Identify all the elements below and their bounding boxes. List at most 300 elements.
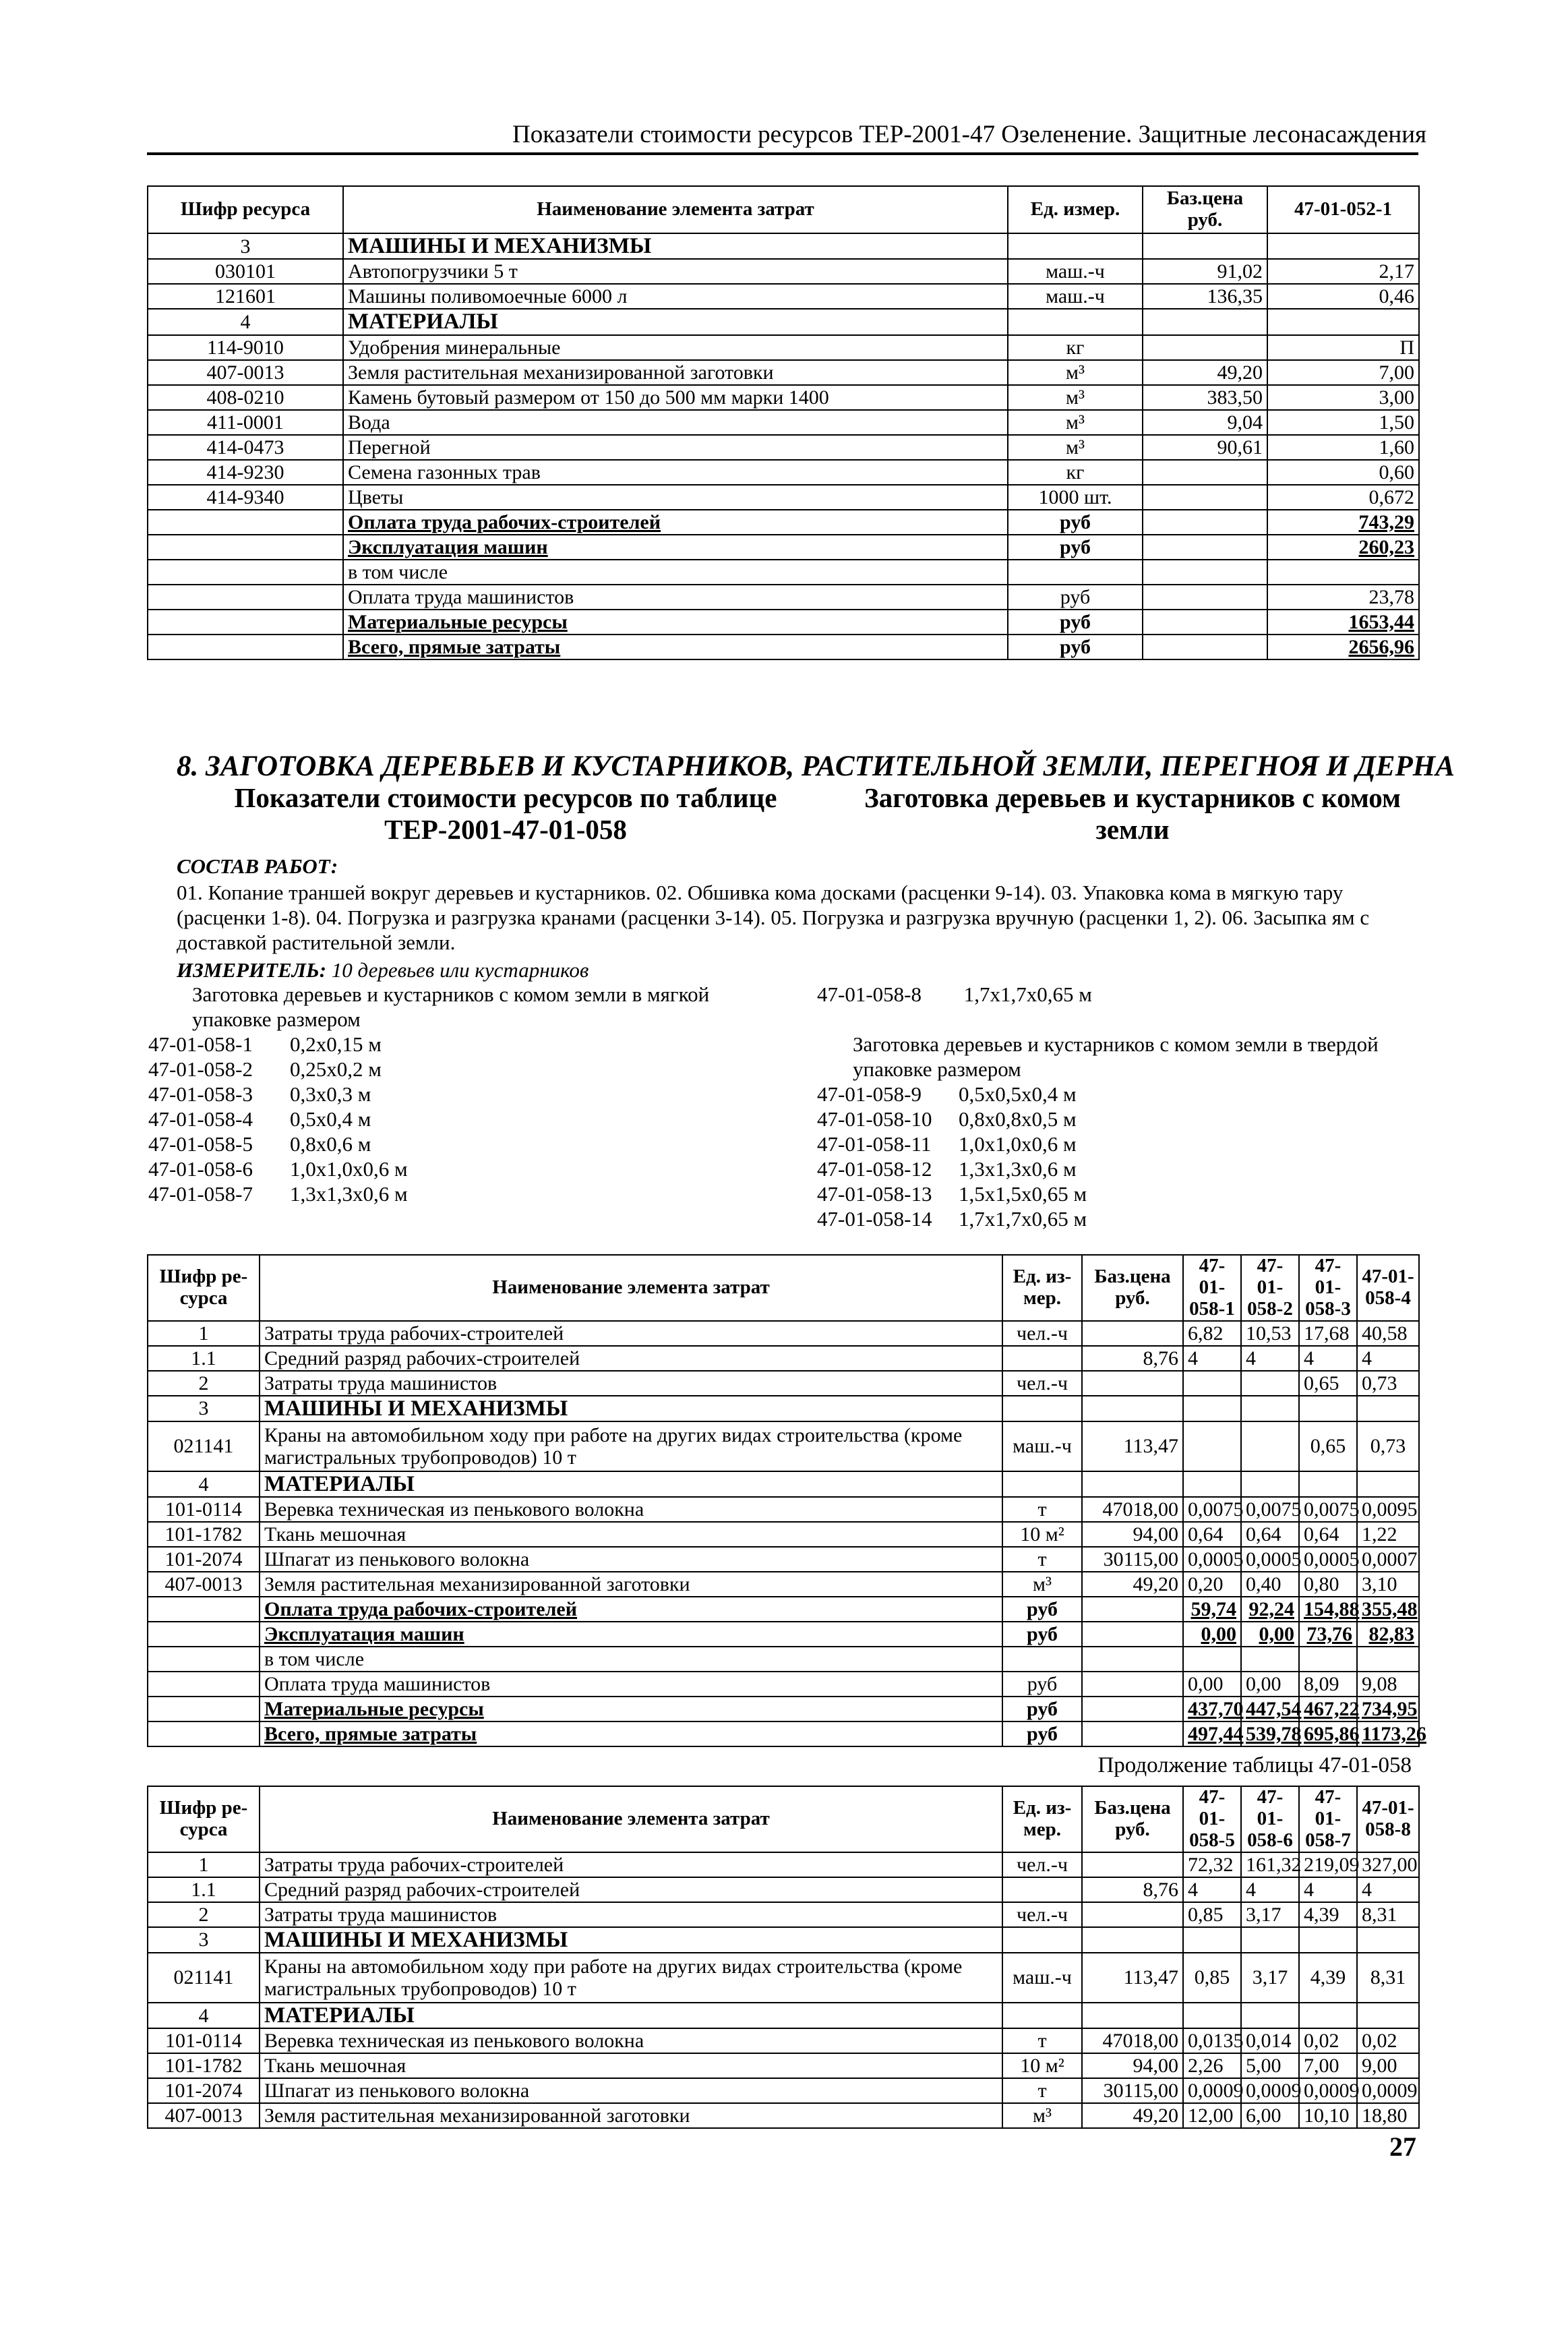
value-col-1: 0,0135 (1183, 2028, 1241, 2053)
value-col-3: 4 (1299, 1877, 1357, 1902)
resource-name: Оплата труда машинистов (343, 585, 1008, 610)
code-size: 1,3х1,3х0,6 м (290, 1182, 408, 1206)
resource-code: 4 (148, 2003, 260, 2028)
resource-code (148, 1647, 260, 1672)
value-col-2: 0,00 (1241, 1622, 1299, 1647)
code-row (148, 1057, 408, 1082)
unit: руб (1008, 535, 1143, 560)
t3-header-code: Шифр ре-сурса (148, 1786, 260, 1852)
value-col-1: 6,82 (1183, 1321, 1241, 1346)
resource-name: в том числе (343, 560, 1008, 585)
code-size: 1,3х1,3х0,6 м (959, 1157, 1077, 1181)
table-row (148, 2003, 1419, 2028)
resource-name: Оплата труда рабочих-строителей (343, 510, 1008, 535)
section-title: 8. ЗАГОТОВКА ДЕРЕВЬЕВ И КУСТАРНИКОВ, РАСТИТЕЛЬНОЙ ЗЕМЛИ, ПЕРЕГНОЯ И ДЕРНА (177, 750, 1455, 782)
resource-code (148, 560, 343, 585)
value-col-2: 161,32 (1241, 1852, 1299, 1877)
table-row (148, 233, 1419, 259)
base-price: 47018,00 (1082, 2028, 1183, 2053)
value-col-2: 92,24 (1241, 1597, 1299, 1622)
value: 743,29 (1267, 510, 1419, 535)
resource-name: Ткань мешочная (260, 2053, 1002, 2078)
unit: руб (1008, 585, 1143, 610)
resource-code: 101-2074 (148, 1547, 260, 1572)
value-col-4: 0,73 (1357, 1421, 1419, 1471)
t3-header-name: Наименование элемента затрат (260, 1786, 1002, 1852)
value-col-1: 0,0005 (1183, 1547, 1241, 1572)
unit: маш.-ч (1008, 259, 1143, 284)
unit: маш.-ч (1008, 284, 1143, 309)
value-col-2: 0,0009 (1241, 2078, 1299, 2103)
resource-code: 414-9230 (148, 460, 343, 485)
t3-header-col3: 47-01-058-7 (1299, 1786, 1357, 1852)
unit: м³ (1002, 1572, 1082, 1597)
resource-code (148, 1721, 260, 1746)
value-col-3: 0,02 (1299, 2028, 1357, 2053)
unit (1002, 1647, 1082, 1672)
code-row (148, 1107, 408, 1131)
resource-code: 3 (148, 1927, 260, 1953)
resource-name: Вода (343, 410, 1008, 435)
resource-code: 1 (148, 1852, 260, 1877)
resource-name: Машины поливомоечные 6000 л (343, 284, 1008, 309)
value-col-2: 447,54 (1241, 1697, 1299, 1721)
resource-name: Шпагат из пенькового волокна (260, 1547, 1002, 1572)
value-col-3: 0,0005 (1299, 1547, 1357, 1572)
base-price (1082, 1321, 1183, 1346)
value-col-2: 4 (1241, 1346, 1299, 1371)
code-size: 0,5х0,4 м (290, 1107, 371, 1131)
unit: руб (1002, 1697, 1082, 1721)
code-size: 0,8х0,6 м (290, 1132, 371, 1156)
code: 47-01-058-4 (148, 1107, 253, 1131)
right-code-list (817, 1082, 1087, 1231)
t1-header-unit: Ед. измер. (1008, 186, 1143, 233)
table-row (148, 635, 1419, 659)
table-row (148, 309, 1419, 334)
value (1267, 309, 1419, 334)
resource-name: МАШИНЫ И МЕХАНИЗМЫ (343, 233, 1008, 259)
table-row (148, 1371, 1419, 1396)
composition-text: 01. Копание траншей вокруг деревьев и кустарников. 02. Обшивка кома досками (расценки 9-14). 03. Упаковка кома в мягкую тару (расценки 1-8). 04. Погрузка и разгрузка кранами (расценки 3-14). 05. Погрузка и разгрузка вручную (расценки 1, 2). 06. Засыпка ям с доставкой растительной земли. (177, 881, 1370, 955)
t2-header-col3: 47-01-058-3 (1299, 1255, 1357, 1321)
resource-name: Затраты труда машинистов (260, 1371, 1002, 1396)
hard-pack-caption: Заготовка деревьев и кустарников с комом земли в твердой упаковке размером (853, 1032, 1379, 1082)
unit: маш.-ч (1002, 1421, 1082, 1471)
unit: т (1002, 1547, 1082, 1572)
unit: чел.-ч (1002, 1902, 1082, 1927)
value: 23,78 (1267, 585, 1419, 610)
unit: чел.-ч (1002, 1852, 1082, 1877)
resource-name: Удобрения минеральные (343, 335, 1008, 360)
table-row (148, 1597, 1419, 1622)
base-price: 136,35 (1143, 284, 1267, 309)
value-col-3: 4 (1299, 1346, 1357, 1371)
resource-name: Перегной (343, 435, 1008, 460)
table-row (148, 2028, 1419, 2053)
code: 47-01-058-10 (817, 1107, 932, 1131)
table-row (148, 1497, 1419, 1522)
resource-code: 030101 (148, 259, 343, 284)
t2-header-code: Шифр ре-сурса (148, 1255, 260, 1321)
resource-code: 114-9010 (148, 335, 343, 360)
value-col-3: 0,0075 (1299, 1497, 1357, 1522)
code-size: 1,0х1,0х0,6 м (290, 1157, 408, 1181)
resource-code: 121601 (148, 284, 343, 309)
resource-name: Семена газонных трав (343, 460, 1008, 485)
value-col-1: 0,85 (1183, 1902, 1241, 1927)
value-col-3 (1299, 1927, 1357, 1953)
resource-name: Веревка техническая из пенькового волокна (260, 2028, 1002, 2053)
value-col-1 (1183, 1421, 1241, 1471)
resource-code: 101-1782 (148, 2053, 260, 2078)
t3-header-col4: 47-01-058-8 (1357, 1786, 1419, 1852)
code-row (817, 1156, 1087, 1181)
value-col-4: 734,95 (1357, 1697, 1419, 1721)
table-row (148, 2103, 1419, 2128)
value: 1,60 (1267, 435, 1419, 460)
base-price (1082, 1697, 1183, 1721)
value-col-1: 0,64 (1183, 1522, 1241, 1547)
table-row (148, 284, 1419, 309)
resource-name: МАТЕРИАЛЫ (260, 1471, 1002, 1497)
resource-name: Земля растительная механизированной заготовки (343, 360, 1008, 385)
value-col-1 (1183, 1647, 1241, 1672)
code-size: 1,7х1,7х0,65 м (959, 1207, 1087, 1231)
resource-name: Шпагат из пенькового волокна (260, 2078, 1002, 2103)
value-col-2 (1241, 1396, 1299, 1421)
resource-name: Цветы (343, 485, 1008, 510)
meter-label: ИЗМЕРИТЕЛЬ: (177, 958, 327, 982)
unit: чел.-ч (1002, 1321, 1082, 1346)
base-price (1082, 1927, 1183, 1953)
unit: руб (1002, 1721, 1082, 1746)
resource-code: 407-0013 (148, 360, 343, 385)
value-col-4: 1,22 (1357, 1522, 1419, 1547)
unit: т (1002, 2078, 1082, 2103)
resource-code: 414-9340 (148, 485, 343, 510)
resource-name: Камень бутовый размером от 150 до 500 мм марки 1400 (343, 385, 1008, 410)
t2-header-col1: 47-01-058-1 (1183, 1255, 1241, 1321)
unit: м³ (1008, 435, 1143, 460)
value-col-3: 154,88 (1299, 1597, 1357, 1622)
resource-code: 1.1 (148, 1877, 260, 1902)
value-col-2: 539,78 (1241, 1721, 1299, 1746)
resource-code (148, 1697, 260, 1721)
resource-name: в том числе (260, 1647, 1002, 1672)
code-8-size: 1,7х1,7х0,65 м (963, 982, 1092, 1006)
value: 0,60 (1267, 460, 1419, 485)
code-row (148, 1181, 408, 1206)
base-price: 8,76 (1082, 1877, 1183, 1902)
value-col-1 (1183, 1471, 1241, 1497)
resource-name: Автопогрузчики 5 т (343, 259, 1008, 284)
unit: кг (1008, 335, 1143, 360)
table-row (148, 1852, 1419, 1877)
value-col-1 (1183, 2003, 1241, 2028)
resource-code: 101-1782 (148, 1522, 260, 1547)
t1-header-code: Шифр ресурса (148, 186, 343, 233)
section-subtitle-left: Показатели стоимости ресурсов по таблице ТЕР-2001-47-01-058 (234, 782, 777, 846)
unit: 10 м² (1002, 1522, 1082, 1547)
base-price (1082, 1371, 1183, 1396)
code-size: 0,25х0,2 м (290, 1057, 382, 1081)
page-header: Показатели стоимости ресурсов ТЕР-2001-47 Озеленение. Защитные лесонасаждения (512, 121, 1427, 148)
table-row (148, 1721, 1419, 1746)
code-size: 0,3х0,3 м (290, 1082, 371, 1106)
base-price (1143, 309, 1267, 334)
code: 47-01-058-13 (817, 1182, 932, 1206)
value-col-3: 17,68 (1299, 1321, 1357, 1346)
unit: руб (1002, 1597, 1082, 1622)
table-row (148, 2078, 1419, 2103)
value-col-4: 3,10 (1357, 1572, 1419, 1597)
value-col-2: 0,40 (1241, 1572, 1299, 1597)
unit: м³ (1008, 360, 1143, 385)
value-col-2: 0,014 (1241, 2028, 1299, 2053)
unit: чел.-ч (1002, 1371, 1082, 1396)
value-col-4: 4 (1357, 1346, 1419, 1371)
resource-code: 407-0013 (148, 2103, 260, 2128)
table-row (148, 1622, 1419, 1647)
table-row (148, 610, 1419, 635)
code-size: 1,5х1,5х0,65 м (959, 1182, 1087, 1206)
unit (1002, 2003, 1082, 2028)
value-col-1 (1183, 1396, 1241, 1421)
value-col-1: 497,44 (1183, 1721, 1241, 1746)
composition-label: СОСТАВ РАБОТ: (177, 854, 338, 878)
value-col-4 (1357, 1647, 1419, 1672)
table-row (148, 1672, 1419, 1697)
code-row (148, 1032, 408, 1057)
resource-name: МАШИНЫ И МЕХАНИЗМЫ (260, 1396, 1002, 1421)
resource-name: Оплата труда машинистов (260, 1672, 1002, 1697)
table-row (148, 385, 1419, 410)
code-row (817, 1107, 1087, 1131)
value-col-1 (1183, 1927, 1241, 1953)
unit: руб (1008, 510, 1143, 535)
base-price (1143, 233, 1267, 259)
resource-code: 1 (148, 1321, 260, 1346)
resource-name: Эксплуатация машин (260, 1622, 1002, 1647)
resource-code: 3 (148, 1396, 260, 1421)
base-price (1143, 335, 1267, 360)
resource-name: Затраты труда рабочих-строителей (260, 1852, 1002, 1877)
value-col-2: 0,00 (1241, 1672, 1299, 1697)
base-price: 9,04 (1143, 410, 1267, 435)
resource-name: Ткань мешочная (260, 1522, 1002, 1547)
t1-header-col: 47-01-052-1 (1267, 186, 1419, 233)
base-price (1143, 510, 1267, 535)
resource-code: 414-0473 (148, 435, 343, 460)
table-row (148, 259, 1419, 284)
left-code-list (148, 1032, 408, 1206)
unit (1002, 1346, 1082, 1371)
table-row (148, 1953, 1419, 2003)
value-col-2: 4 (1241, 1877, 1299, 1902)
resource-name: Земля растительная механизированной заготовки (260, 1572, 1002, 1597)
unit (1002, 1471, 1082, 1497)
table-row (148, 1346, 1419, 1371)
value-col-3: 0,80 (1299, 1572, 1357, 1597)
table-row (148, 535, 1419, 560)
value-col-2: 0,0075 (1241, 1497, 1299, 1522)
unit: руб (1008, 635, 1143, 659)
resource-code (148, 535, 343, 560)
base-price (1082, 1852, 1183, 1877)
continuation-label: Продолжение таблицы 47-01-058 (1097, 1753, 1412, 1777)
code: 47-01-058-12 (817, 1157, 932, 1181)
resource-code (148, 1672, 260, 1697)
base-price: 30115,00 (1082, 1547, 1183, 1572)
value-col-2 (1241, 1421, 1299, 1471)
value-col-3: 4,39 (1299, 1902, 1357, 1927)
value-col-3: 695,86 (1299, 1721, 1357, 1746)
table-row (148, 1522, 1419, 1547)
base-price: 47018,00 (1082, 1497, 1183, 1522)
value-col-4: 355,48 (1357, 1597, 1419, 1622)
value: П (1267, 335, 1419, 360)
code-8: 47-01-058-8 (817, 982, 922, 1006)
base-price (1082, 1721, 1183, 1746)
value-col-3: 4,39 (1299, 1953, 1357, 2003)
code-size: 0,2х0,15 м (290, 1032, 382, 1056)
code-row (817, 1082, 1087, 1107)
base-price: 91,02 (1143, 259, 1267, 284)
t2-header-col2: 47-01-058-2 (1241, 1255, 1299, 1321)
table-row (148, 1902, 1419, 1927)
resource-name: Средний разряд рабочих-строителей (260, 1877, 1002, 1902)
resource-name: Эксплуатация машин (343, 535, 1008, 560)
resource-code: 101-2074 (148, 2078, 260, 2103)
unit: руб (1008, 610, 1143, 635)
value-col-3: 7,00 (1299, 2053, 1357, 2078)
code-8-row (817, 982, 1092, 1007)
unit: 10 м² (1002, 2053, 1082, 2078)
resource-code (148, 1597, 260, 1622)
value-col-2: 5,00 (1241, 2053, 1299, 2078)
resource-code: 2 (148, 1902, 260, 1927)
resource-name: Средний разряд рабочих-строителей (260, 1346, 1002, 1371)
code-row (148, 1082, 408, 1107)
table-row (148, 560, 1419, 585)
code-row (817, 1181, 1087, 1206)
table-row (148, 435, 1419, 460)
table-row (148, 1572, 1419, 1597)
unit (1002, 1927, 1082, 1953)
soft-pack-caption: Заготовка деревьев и кустарников с комом земли в мягкой упаковке размером (192, 982, 710, 1032)
value: 1,50 (1267, 410, 1419, 435)
code: 47-01-058-9 (817, 1082, 922, 1106)
value-col-3 (1299, 2003, 1357, 2028)
t1-header-price: Баз.цена руб. (1143, 186, 1267, 233)
base-price: 30115,00 (1082, 2078, 1183, 2103)
value-col-4: 9,08 (1357, 1672, 1419, 1697)
value-col-4: 0,73 (1357, 1371, 1419, 1396)
resource-code: 3 (148, 233, 343, 259)
value-col-2: 0,64 (1241, 1522, 1299, 1547)
base-price: 383,50 (1143, 385, 1267, 410)
value-col-4: 4 (1357, 1877, 1419, 1902)
value-col-2: 3,17 (1241, 1902, 1299, 1927)
base-price (1082, 1396, 1183, 1421)
table-row (148, 1471, 1419, 1497)
value-col-1: 2,26 (1183, 2053, 1241, 2078)
t2-header-col4: 47-01-058-4 (1357, 1255, 1419, 1321)
code: 47-01-058-6 (148, 1157, 253, 1181)
table-row (148, 1321, 1419, 1346)
value-col-2 (1241, 1371, 1299, 1396)
resource-code (148, 1622, 260, 1647)
resource-code: 101-0114 (148, 1497, 260, 1522)
table-row (148, 510, 1419, 535)
value-col-1: 0,00 (1183, 1672, 1241, 1697)
value: 2,17 (1267, 259, 1419, 284)
resource-code (148, 610, 343, 635)
table-row (148, 1877, 1419, 1902)
code: 47-01-058-14 (817, 1207, 932, 1231)
value-col-1: 0,0009 (1183, 2078, 1241, 2103)
value-col-2 (1241, 2003, 1299, 2028)
base-price (1143, 535, 1267, 560)
value-col-3: 0,65 (1299, 1421, 1357, 1471)
resource-code: 407-0013 (148, 1572, 260, 1597)
base-price: 49,20 (1143, 360, 1267, 385)
resource-code: 411-0001 (148, 410, 343, 435)
value-col-4: 0,0007 (1357, 1547, 1419, 1572)
value-col-4: 0,02 (1357, 2028, 1419, 2053)
value-col-2: 3,17 (1241, 1953, 1299, 2003)
code-row (148, 1156, 408, 1181)
resource-table-052 (147, 185, 1420, 660)
base-price: 8,76 (1082, 1346, 1183, 1371)
unit: маш.-ч (1002, 1953, 1082, 2003)
base-price: 113,47 (1082, 1953, 1183, 2003)
table-row (148, 1547, 1419, 1572)
table-row (148, 1421, 1419, 1471)
base-price (1082, 1597, 1183, 1622)
t2-header-name: Наименование элемента затрат (260, 1255, 1002, 1321)
value-col-1: 0,0075 (1183, 1497, 1241, 1522)
unit (1008, 309, 1143, 334)
section-subtitle-right: Заготовка деревьев и кустарников с комом земли (864, 782, 1401, 846)
table-row (148, 1697, 1419, 1721)
t3-header-col1: 47-01-058-5 (1183, 1786, 1241, 1852)
unit: м³ (1002, 2103, 1082, 2128)
table-row (148, 335, 1419, 360)
resource-name: МАТЕРИАЛЫ (343, 309, 1008, 334)
value-col-3 (1299, 1471, 1357, 1497)
value-col-1: 437,70 (1183, 1697, 1241, 1721)
resource-code (148, 510, 343, 535)
resource-code: 101-0114 (148, 2028, 260, 2053)
table-row (148, 485, 1419, 510)
code-size: 0,8х0,8х0,5 м (959, 1107, 1077, 1131)
resource-name: Веревка техническая из пенькового волокна (260, 1497, 1002, 1522)
value-col-3: 467,22 (1299, 1697, 1357, 1721)
value-col-4 (1357, 1471, 1419, 1497)
base-price (1143, 460, 1267, 485)
base-price: 94,00 (1082, 1522, 1183, 1547)
value-col-4 (1357, 1396, 1419, 1421)
value-col-4: 9,00 (1357, 2053, 1419, 2078)
value-col-4 (1357, 1927, 1419, 1953)
value: 0,672 (1267, 485, 1419, 510)
code-row (148, 1131, 408, 1156)
base-price (1082, 2003, 1183, 2028)
resource-table-058-a (147, 1254, 1426, 1747)
base-price (1082, 1672, 1183, 1697)
